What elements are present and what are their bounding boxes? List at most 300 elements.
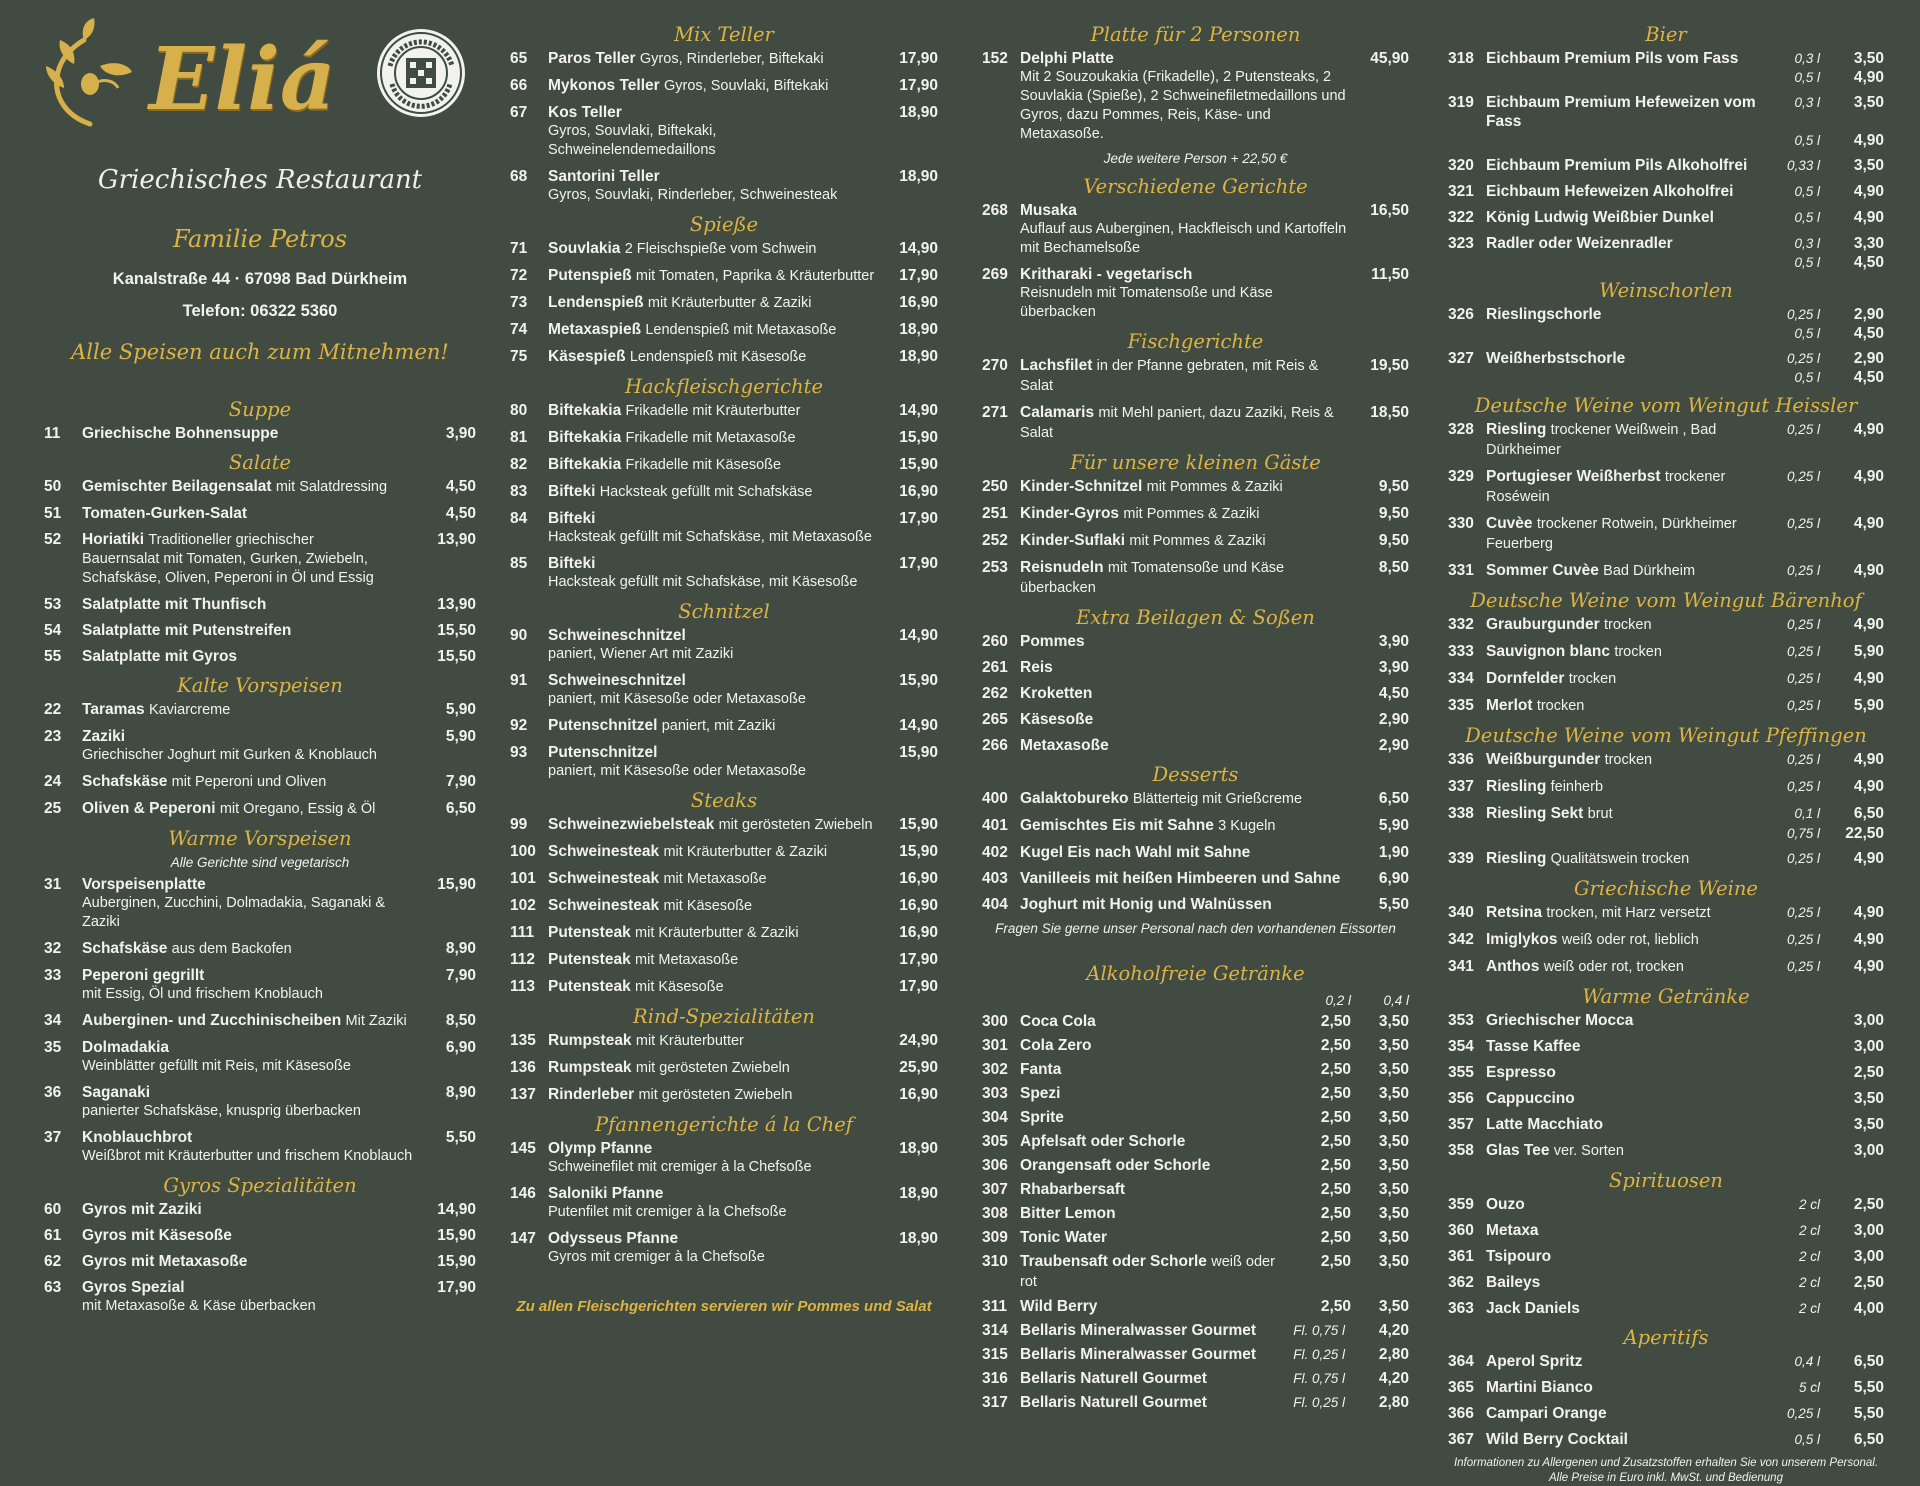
item-name: Schweinesteak (548, 870, 660, 887)
item-name: Kinder-Gyros (1020, 505, 1120, 522)
drink-item (982, 1321, 1409, 1340)
item-line (548, 626, 876, 645)
item-number: 300 (982, 1013, 1008, 1030)
section-title-mix-teller: Mix Teller (674, 23, 774, 46)
item-price-large: 3,50 (1378, 1061, 1409, 1078)
menu-item (982, 632, 1409, 651)
item-body (82, 1200, 414, 1219)
item-name: Schweinezwiebelsteak (548, 816, 715, 833)
item-size: 0,25 l (1786, 752, 1820, 767)
item-line (82, 1252, 414, 1271)
drink-item (1448, 1352, 1884, 1371)
item-description-long: Putenfilet mit cremiger à la Chefsoße (548, 1204, 787, 1220)
item-body (548, 49, 876, 69)
item-description: trocken (1603, 617, 1652, 633)
item-number: 404 (982, 896, 1008, 913)
item-name: Ouzo (1486, 1196, 1525, 1213)
item-number: 306 (982, 1157, 1008, 1174)
drink-item (1448, 1141, 1884, 1161)
item-price: 2,90 (1378, 737, 1409, 754)
item-line (1020, 265, 1347, 284)
item-body (548, 716, 876, 736)
item-price: 4,50 (445, 505, 476, 522)
item-size: 0,25 l (1786, 1406, 1820, 1421)
item-description: mit Metaxasoße (663, 871, 767, 887)
item-size: 0,25 l (1786, 671, 1820, 686)
item-body (1486, 903, 1770, 923)
menu-item (510, 266, 938, 286)
item-line (82, 1278, 414, 1297)
item-number: 334 (1448, 670, 1474, 687)
item-name: Spezi (1020, 1085, 1061, 1102)
item-body (82, 727, 414, 765)
item-line (1020, 558, 1347, 598)
menu-item (510, 1184, 938, 1222)
item-number: 362 (1448, 1274, 1474, 1291)
item-name: Biftekakia (548, 456, 622, 473)
item-price: 3,00 (1853, 1142, 1884, 1159)
item-name: Bellaris Naturell Gourmet (1020, 1394, 1207, 1411)
item-line (1020, 736, 1347, 755)
item-name: Schweineschnitzel (548, 627, 686, 644)
item-number: 355 (1448, 1064, 1474, 1081)
drink-item (1448, 208, 1884, 227)
menu-item (982, 736, 1409, 755)
item-description: weiß oder rot, trocken (1543, 959, 1684, 975)
item-description: trocken (1604, 752, 1653, 768)
item-line (548, 455, 876, 475)
item-body (1486, 561, 1770, 581)
item-price: 2,50 (1853, 1064, 1884, 1081)
drink-item (1448, 642, 1884, 662)
item-body (1020, 632, 1347, 651)
item-price-small: 2,50 (1320, 1061, 1351, 1078)
item-price: 13,90 (437, 531, 476, 548)
item-name: Kugel Eis nach Wahl mit Sahne (1020, 844, 1251, 861)
item-name: Eichbaum Premium Pils Alkoholfrei (1486, 157, 1748, 174)
item-number: 316 (982, 1370, 1008, 1387)
item-number: 111 (510, 924, 535, 941)
section-title-spie-e: Spieße (689, 213, 759, 236)
item-line (82, 727, 414, 746)
item-size: 0,3 l (1794, 236, 1820, 251)
item-body (1486, 1011, 1770, 1030)
item-number: 321 (1448, 183, 1474, 200)
item-name: Baileys (1486, 1274, 1541, 1291)
item-line (82, 477, 414, 497)
item-price-large: 3,50 (1378, 1181, 1409, 1198)
item-number: 33 (44, 967, 62, 984)
item-number: 80 (510, 402, 528, 419)
item-price-large: 3,50 (1378, 1253, 1409, 1270)
item-body (1486, 1273, 1770, 1292)
menu-column-3 (982, 0, 1409, 1411)
item-size: 0,5 l (1794, 326, 1820, 341)
item-line (548, 401, 876, 421)
item-description: trocken (1568, 671, 1617, 687)
item-body (1486, 849, 1770, 869)
drink-item (1448, 1299, 1884, 1318)
item-description-long: Weinblätter gefüllt mit Reis, mit Käsesoße (82, 1058, 351, 1074)
menu-item (982, 201, 1409, 258)
item-number: 335 (1448, 697, 1474, 714)
item-number: 320 (1448, 157, 1474, 174)
item-number: 323 (1448, 235, 1474, 252)
item-line (548, 428, 876, 448)
item-line (548, 923, 876, 943)
item-line (548, 950, 876, 970)
item-price: 16,90 (899, 924, 938, 941)
item-name: Käsespieß (548, 348, 626, 365)
item-price: 3,00 (1853, 1038, 1884, 1055)
item-name: Tomaten-Gurken-Salat (82, 505, 248, 522)
item-body (1020, 843, 1347, 862)
item-size-variant (1448, 69, 1884, 86)
menu-item (44, 595, 476, 614)
section-title-desserts: Desserts (1152, 763, 1239, 786)
item-body (82, 530, 414, 588)
item-number: 252 (982, 532, 1008, 549)
item-price: 22,50 (1845, 825, 1884, 842)
item-number: 52 (44, 531, 62, 548)
item-body (1020, 895, 1347, 914)
item-number: 35 (44, 1039, 62, 1056)
menu-item (44, 424, 476, 443)
item-price: 17,90 (899, 77, 938, 94)
item-name: Taramas (82, 701, 145, 718)
drink-item (1448, 903, 1884, 923)
item-size: 0,5 l (1794, 133, 1820, 148)
owner-name: Familie Petros (172, 225, 348, 253)
drink-item (1448, 1011, 1884, 1030)
item-body (548, 1031, 876, 1051)
item-line (1020, 895, 1347, 914)
item-name: Anthos (1486, 958, 1540, 975)
item-name: Coca Cola (1020, 1013, 1096, 1030)
item-number: 338 (1448, 805, 1474, 822)
menu-item (510, 320, 938, 340)
menu-item (510, 1139, 938, 1177)
item-body (1020, 1393, 1279, 1412)
item-name: Bellaris Mineralwasser Gourmet (1020, 1322, 1257, 1339)
menu-item (510, 626, 938, 664)
item-name: Santorini Teller (548, 168, 660, 185)
item-name: Mykonos Teller (548, 77, 660, 94)
item-price: 6,50 (1853, 1431, 1884, 1448)
item-name: Imiglykos (1486, 931, 1558, 948)
item-description: in der Pfanne gebraten, mit Reis & Salat (1020, 358, 1319, 394)
drink-item (1448, 777, 1884, 797)
item-name: Putenschnitzel (548, 717, 658, 734)
drink-item (1448, 849, 1884, 869)
menu-item (982, 658, 1409, 677)
drink-item (1448, 615, 1884, 635)
item-body (1486, 182, 1770, 201)
item-number: 328 (1448, 421, 1474, 438)
item-name: Bellaris Mineralwasser Gourmet (1020, 1346, 1257, 1363)
item-body (1486, 615, 1770, 635)
menu-item (44, 1226, 476, 1245)
item-line (82, 1083, 414, 1102)
item-name: Olymp Pfanne (548, 1140, 653, 1157)
section-title-extra-beilagen-so-en: Extra Beilagen & Soßen (1076, 606, 1315, 629)
item-line (1020, 684, 1347, 703)
item-price: 16,50 (1370, 202, 1409, 219)
item-body (1020, 658, 1347, 677)
item-body (1486, 777, 1770, 797)
item-price: 3,50 (1853, 1116, 1884, 1133)
menu-item (982, 869, 1409, 888)
section-title-verschiedene-gerichte: Verschiedene Gerichte (1083, 175, 1308, 198)
item-description: mit Pommes & Zaziki (1123, 506, 1260, 522)
section-title-weinschorlen: Weinschorlen (1599, 279, 1733, 302)
item-price: 3,30 (1853, 235, 1884, 252)
item-price: 19,50 (1370, 357, 1409, 374)
item-description: mit gerösteten Zwiebeln (718, 817, 873, 833)
menu-item (982, 684, 1409, 703)
drink-item (982, 1156, 1409, 1175)
item-body (1020, 736, 1347, 755)
item-price: 8,90 (445, 1084, 476, 1101)
item-number: 137 (510, 1086, 536, 1103)
item-line (1020, 632, 1347, 651)
item-number: 315 (982, 1346, 1008, 1363)
item-price: 24,90 (899, 1032, 938, 1049)
item-size: 0,25 l (1786, 851, 1820, 866)
item-body (548, 743, 876, 781)
item-line (548, 554, 876, 573)
menu-item (44, 875, 476, 932)
item-number: 301 (982, 1037, 1008, 1054)
item-number: 11 (44, 425, 61, 442)
item-body (548, 1229, 876, 1267)
item-description-long: Gyros, Souvlaki, Rinderleber, Schweinesteak (548, 187, 838, 203)
item-price: 4,90 (1853, 904, 1884, 921)
menu-item (44, 1038, 476, 1076)
item-price: 15,90 (437, 1227, 476, 1244)
item-price: 14,90 (899, 402, 938, 419)
item-body (1020, 477, 1347, 497)
item-body (1020, 1204, 1293, 1223)
club-seal-icon (374, 26, 468, 120)
item-body (548, 1085, 876, 1105)
menu-item (510, 716, 938, 736)
item-name: Putenspieß (548, 267, 632, 284)
item-description: mit Kräuterbutter & Zaziki (647, 295, 812, 311)
drinks-list (982, 1012, 1409, 1412)
item-price: 18,90 (899, 321, 938, 338)
item-line (548, 293, 876, 313)
item-body (1020, 356, 1347, 396)
menu-item (982, 265, 1409, 322)
item-line (82, 647, 414, 666)
item-number: 333 (1448, 643, 1474, 660)
menu-item (982, 789, 1409, 809)
item-price: 1,90 (1378, 844, 1409, 861)
item-price: 5,90 (445, 728, 476, 745)
item-line (82, 772, 414, 792)
item-name: Joghurt mit Honig und Walnüssen (1020, 896, 1272, 913)
item-description: mit Tomaten, Paprika & Kräuterbutter (635, 268, 875, 284)
item-price: 6,50 (1378, 790, 1409, 807)
item-name: Salatplatte mit Putenstreifen (82, 622, 292, 639)
size-label-small: 0,2 l (1325, 993, 1351, 1008)
item-description: Qualitätswein trocken (1550, 851, 1690, 867)
item-price: 4,90 (1853, 183, 1884, 200)
item-number: 65 (510, 50, 528, 67)
item-line (82, 1128, 414, 1147)
item-description: mit Kräuterbutter (635, 1033, 744, 1049)
item-line (548, 103, 876, 122)
item-price: 25,90 (899, 1059, 938, 1076)
section-title-salate: Salate (228, 451, 292, 474)
item-number: 253 (982, 559, 1008, 576)
item-description: trockener Weißwein , Bad Dürkheimer (1486, 422, 1717, 458)
drink-item (1448, 420, 1884, 460)
item-body (1486, 1430, 1770, 1449)
item-number: 51 (44, 505, 62, 522)
drink-item (1448, 1063, 1884, 1082)
item-description: ver. Sorten (1553, 1143, 1624, 1159)
item-line (548, 1184, 876, 1203)
item-name: Putensteak (548, 951, 631, 968)
item-name: Rumpsteak (548, 1059, 632, 1076)
item-name: Sommer Cuvèe (1486, 562, 1599, 579)
item-price: 17,90 (899, 555, 938, 572)
item-size: Fl. 0,75 l (1293, 1371, 1345, 1386)
item-name: Galaktobureko (1020, 790, 1129, 807)
item-body (1486, 1352, 1770, 1371)
item-line (548, 49, 876, 69)
item-description-long: Mit 2 Souzoukakia (Frikadelle), 2 Putensteaks, 2 Souvlakia (Spieße), 2 Schweinefiletmedaillons und Gyros, dazu Pommes, Reis, Käse- und Metaxasoße. (1020, 69, 1346, 142)
item-name: Paros Teller (548, 50, 636, 67)
item-body (1486, 1089, 1770, 1108)
item-price: 16,90 (899, 483, 938, 500)
item-name: Schweinesteak (548, 897, 660, 914)
item-name: Schafskäse (82, 773, 168, 790)
drink-item (1448, 467, 1884, 507)
item-size: 0,33 l (1786, 158, 1820, 173)
item-number: 62 (44, 1253, 62, 1270)
item-size-variant (1448, 254, 1884, 271)
item-line (82, 939, 414, 959)
restaurant-subtitle: Griechisches Restaurant (97, 165, 423, 195)
item-description: mit gerösteten Zwiebeln (635, 1060, 790, 1076)
item-body (1020, 1252, 1293, 1292)
item-price: 6,50 (1853, 1353, 1884, 1370)
section-title-hackfleischgerichte: Hackfleischgerichte (624, 375, 824, 398)
item-price-large: 3,50 (1378, 1229, 1409, 1246)
item-number: 403 (982, 870, 1008, 887)
item-body (1486, 305, 1770, 324)
item-description: Frikadelle mit Metaxasoße (625, 430, 796, 446)
menu-item (510, 896, 938, 916)
item-body (1020, 1060, 1293, 1079)
menu-item (44, 621, 476, 640)
section-title-rind-spezialitaten: Rind-Spezialitäten (633, 1005, 815, 1028)
item-body (1020, 201, 1347, 258)
item-body (82, 1038, 414, 1076)
item-number: 358 (1448, 1142, 1474, 1159)
item-line (82, 621, 414, 640)
item-description-long: paniert, mit Käsesoße oder Metaxasoße (548, 691, 806, 707)
item-description-long: Auberginen, Zucchini, Dolmadakia, Saganaki & Zaziki (82, 895, 386, 930)
item-line (548, 896, 876, 916)
item-description-long: Hacksteak gefüllt mit Schafskäse, mit Käsesoße (548, 574, 858, 590)
drink-item (1448, 1089, 1884, 1108)
item-body (1486, 467, 1770, 507)
item-body (548, 347, 876, 367)
item-price: 3,50 (1853, 157, 1884, 174)
menu-item (44, 1200, 476, 1219)
item-name: Salatplatte mit Gyros (82, 648, 238, 665)
item-name: Kritharaki - vegetarisch (1020, 266, 1193, 283)
item-line (548, 167, 876, 186)
menu-item (510, 293, 938, 313)
item-price: 2,90 (1853, 350, 1884, 367)
menu-item (510, 428, 938, 448)
item-number: 24 (44, 773, 62, 790)
item-price-large: 4,20 (1378, 1322, 1409, 1339)
item-price: 18,90 (899, 1185, 938, 1202)
item-name: Sauvignon blanc (1486, 643, 1611, 660)
item-name: Saganaki (82, 1084, 151, 1101)
item-number: 75 (510, 348, 528, 365)
item-name: Rieslingschorle (1486, 306, 1602, 323)
item-size: 0,25 l (1786, 351, 1820, 366)
item-body (1486, 49, 1770, 68)
item-name: Jack Daniels (1486, 1300, 1580, 1317)
item-price-small: 2,50 (1320, 1229, 1351, 1246)
item-body (82, 477, 414, 497)
item-body (82, 647, 414, 666)
item-name: Bifteki (548, 510, 596, 527)
item-name: Latte Macchiato (1486, 1116, 1604, 1133)
item-number: 400 (982, 790, 1008, 807)
drink-item (982, 1393, 1409, 1412)
item-size-variant (1448, 369, 1884, 386)
item-name: Vanilleeis mit heißen Himbeeren und Sahne (1020, 870, 1341, 887)
item-description: mit Pommes & Zaziki (1146, 479, 1283, 495)
item-price: 8,50 (445, 1012, 476, 1029)
item-body (548, 1058, 876, 1078)
item-description: Gyros, Souvlaki, Biftekaki (664, 78, 829, 94)
drink-item (1448, 1195, 1884, 1214)
item-body (82, 966, 414, 1004)
item-price-large: 2,80 (1378, 1346, 1409, 1363)
item-body (82, 504, 414, 523)
phone-number: Telefon: 06322 5360 (182, 302, 338, 320)
item-name: Putensteak (548, 978, 631, 995)
item-number: 68 (510, 168, 528, 185)
item-body (548, 815, 876, 835)
item-body (82, 424, 414, 443)
item-name: Peperoni gegrillt (82, 967, 205, 984)
item-price: 3,90 (445, 425, 476, 442)
item-size: 0,25 l (1786, 932, 1820, 947)
item-number: 364 (1448, 1353, 1474, 1370)
section-note: Alle Gerichte sind vegetarisch (170, 855, 350, 870)
item-price-small: 2,50 (1320, 1181, 1351, 1198)
item-line (1020, 869, 1347, 888)
item-description-long: Reisnudeln mit Tomatensoße und Käse überbacken (1020, 285, 1273, 320)
drink-item (982, 1180, 1409, 1199)
section-title-alkoholfreie-getraenke: Alkoholfreie Getränke (1086, 962, 1305, 985)
section-title-warme-vorspeisen: Warme Vorspeisen (168, 827, 352, 850)
drink-item (982, 1084, 1409, 1103)
item-line (82, 700, 414, 720)
item-description: mit Peperoni und Oliven (171, 774, 327, 790)
